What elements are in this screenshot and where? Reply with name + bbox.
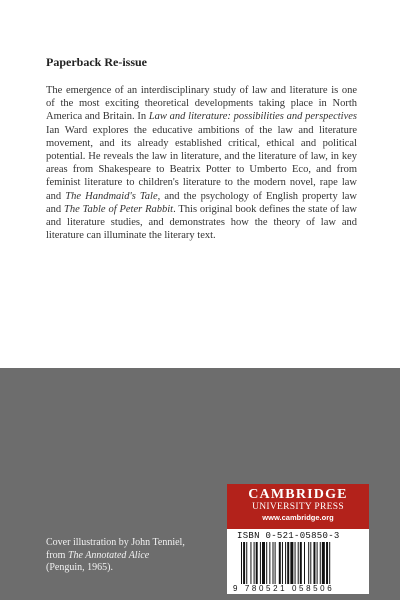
- barcode-bar: [300, 542, 302, 584]
- publisher-name: CAMBRIDGE: [248, 487, 348, 502]
- credit-line-3: (Penguin, 1965).: [46, 562, 113, 573]
- blurb-part-1: The emergence of an interdisciplinary study of law and literature is one of the most exciting theoretical developments taking place in North America and Britain. In: [46, 85, 357, 123]
- barcode-bar: [320, 542, 321, 584]
- cover-credit: [46, 537, 246, 575]
- blurb-title-1: Law and literature: possibilities and perspectives: [148, 111, 357, 123]
- blurb-title-3: The Table of Peter Rabbit: [64, 203, 174, 215]
- barcode-bar: [260, 542, 261, 584]
- barcode-bar: [310, 542, 311, 584]
- blurb-part-3: , and the psychology of English property law and: [46, 190, 357, 215]
- barcode-bar: [285, 542, 286, 584]
- barcode-bar: [254, 542, 255, 584]
- isbn-block: [227, 529, 369, 594]
- barcode-bar: [241, 542, 242, 584]
- blurb-part-2: Ian Ward explores the educative ambitions of the law and literature movement, and its already established critical, ethical and political potential. He reveals the law in literature, and the literature of law, in key areas from Shakespeare to Beatrix Potter to Umberto Eco, and from feminist literature to children's literature to the modern novel, rape law and: [46, 124, 357, 202]
- barcode-bar: [329, 542, 330, 584]
- barcode-bar: [256, 542, 258, 584]
- barcode-bar: [308, 542, 309, 584]
- barcode-bar: [275, 542, 276, 584]
- barcode-bar: [313, 542, 315, 584]
- blurb-part-4: . This original book defines the state of law and literature studies, and demonstrates how the theory of law and literature can illuminate the literary text.: [46, 203, 358, 242]
- barcode-bar: [269, 542, 270, 584]
- barcode-image: [241, 542, 357, 584]
- isbn-label: ISBN 0-521-05850-3: [237, 531, 340, 541]
- blurb-text: [46, 84, 357, 242]
- barcode-bar: [326, 542, 328, 584]
- credit-line-1: Cover illustration by John Tenniel,: [46, 537, 185, 548]
- barcode-bar: [282, 542, 283, 584]
- heading: Paperback Re-issue: [46, 55, 147, 69]
- barcode-bar: [322, 542, 325, 584]
- barcode-bar: [279, 542, 281, 584]
- barcode-bar: [273, 542, 274, 584]
- blurb-title-2: The Handmaid's Tale: [65, 190, 158, 202]
- barcode-bar: [298, 542, 299, 584]
- credit-line-2-title: The Annotated Alice: [67, 549, 150, 561]
- barcode-bar: [290, 542, 293, 584]
- barcode-bar: [287, 542, 289, 584]
- barcode-bar: [246, 542, 247, 584]
- publisher-url: www.cambridge.org: [262, 513, 334, 522]
- barcode-bar: [262, 542, 265, 584]
- barcode-bar: [295, 542, 296, 584]
- barcode-bar: [243, 542, 245, 584]
- publisher-logo: [227, 484, 369, 529]
- credit-line-2-prefix: from: [46, 549, 68, 561]
- barcode-number: 9 780521 058506: [233, 584, 335, 593]
- publisher-press: UNIVERSITY PRESS: [252, 502, 344, 512]
- barcode-bar: [266, 542, 267, 584]
- barcode-bar: [317, 542, 318, 584]
- barcode-bar: [304, 542, 305, 584]
- barcode-bar: [250, 542, 251, 584]
